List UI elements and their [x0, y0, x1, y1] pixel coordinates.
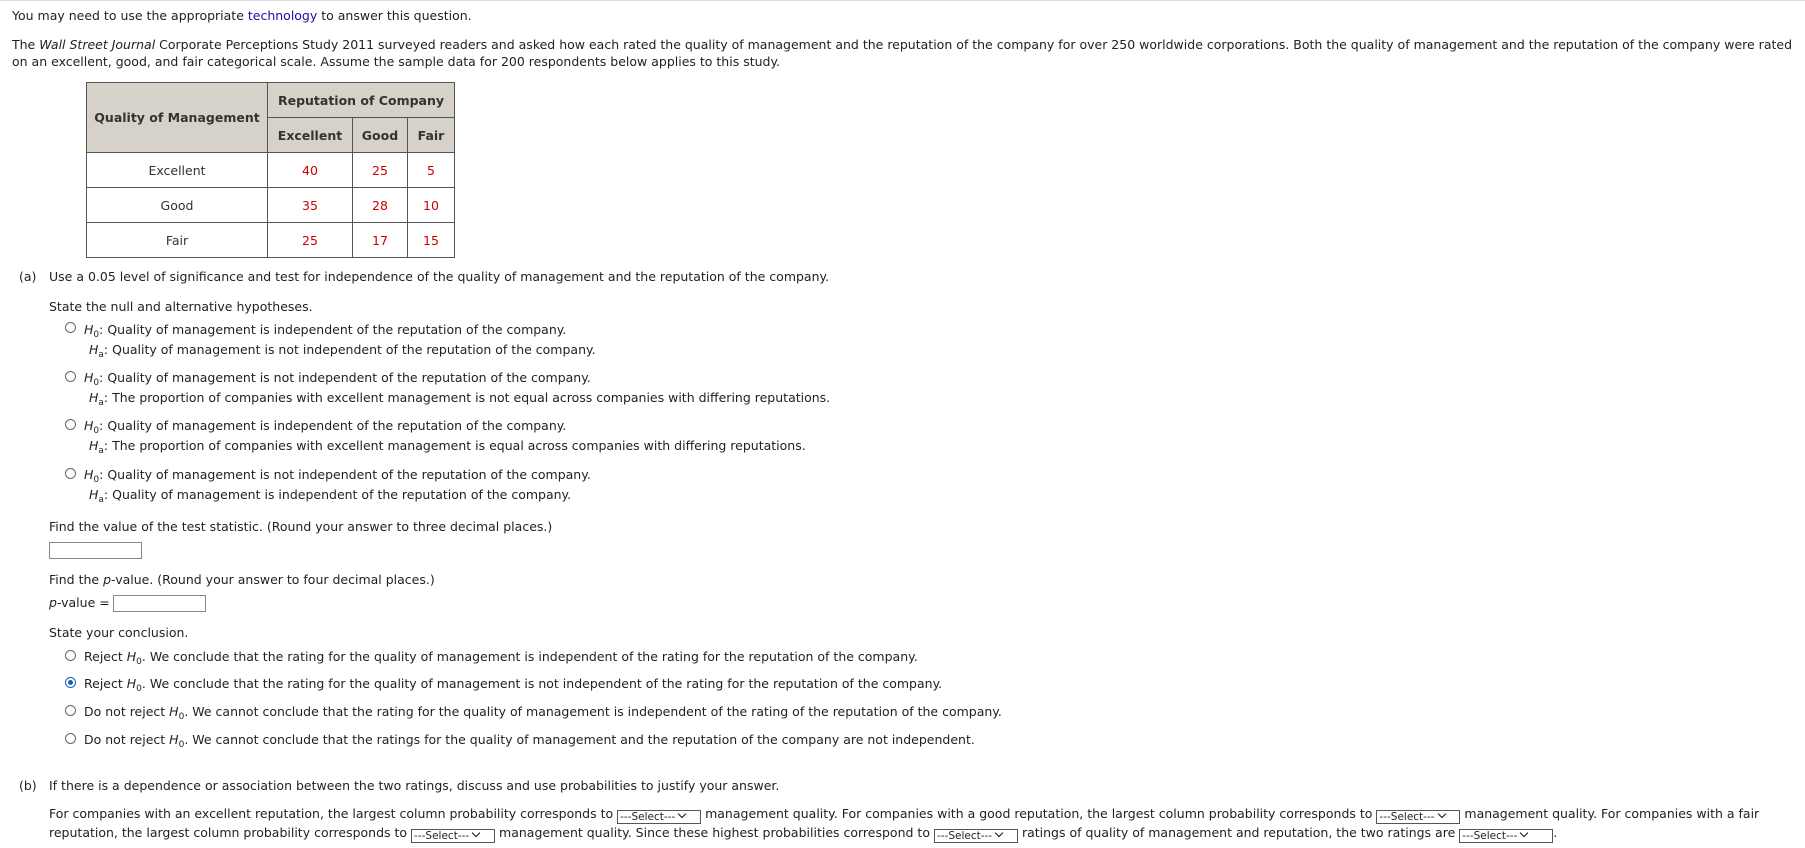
table-row	[87, 223, 455, 258]
conclusion-option-3: Do not reject $H_0$. We cannot conclude that the rating for the quality of management is independent of the rating of the reputation of the company.	[84, 704, 1002, 722]
ratings-relationship-select[interactable]	[1459, 829, 1553, 843]
conclusion-option-1: Reject $H_0$. We conclude that the rating for the quality of management is independent of the rating for the reputation of the company.	[84, 649, 918, 667]
p-value-input[interactable]	[113, 595, 206, 612]
answer-text: management quality. Since these highest probabilities correspond to	[499, 825, 930, 840]
row-label: Fair	[87, 223, 268, 258]
answer-text-end: .	[1553, 825, 1558, 840]
conclusion-option-3-radio[interactable]	[65, 705, 76, 716]
answer-text: For companies with an excellent reputation, the largest column probability corresponds to	[49, 806, 614, 821]
hypothesis-option-3-radio[interactable]	[65, 419, 76, 430]
select-value: ---Select---	[936, 830, 993, 842]
conclusion-text: We cannot conclude that the ratings for the quality of management and the reputation of the company are not independent.	[192, 732, 975, 747]
chevron-down-icon	[995, 829, 1003, 837]
select-value: ---Select---	[1379, 811, 1435, 823]
p-label-text: -value =	[56, 595, 110, 610]
ha-text: Quality of management is not independent of the reputation of the company.	[112, 342, 596, 357]
select-value: ---Select---	[414, 830, 470, 842]
column-header: Good	[353, 118, 408, 153]
column-group-header: Reputation of Company	[268, 83, 455, 118]
hypothesis-option-2-h0: $H_0$: Quality of management is not independent of the reputation of the company.	[84, 370, 591, 388]
conclusion-text: We conclude that the rating for the quality of management is independent of the rating for the reputation of the company.	[149, 649, 918, 664]
conclusion-prompt: State your conclusion.	[49, 625, 189, 640]
table-cell: 17	[353, 223, 408, 258]
column-header: Excellent	[268, 118, 353, 153]
conclusion-lead: Reject	[84, 649, 123, 664]
conclusion-lead: Do not reject	[84, 732, 166, 747]
highest-probability-select[interactable]	[934, 829, 1018, 843]
part-b-question: If there is a dependence or association between the two ratings, discuss and use probabilities to justify your answer.	[49, 778, 780, 793]
conclusion-text: We cannot conclude that the rating for the quality of management is independent of the rating of the reputation of the company.	[192, 704, 1002, 719]
intro-text: Corporate Perceptions Study 2011 surveyed readers and asked how each rated the quality of management and the reputation of the company for over 250 worldwide corporations. Both the quality of management and the reputation of the company were rated on an excellent, good, and fair categorical scale. Assume the sample data for 200 respondents below applies to this study.	[12, 37, 1793, 69]
chevron-down-icon	[1520, 829, 1528, 837]
table-row	[87, 153, 455, 188]
hypothesis-option-3-h0: $H_0$: Quality of management is independent of the reputation of the company.	[84, 418, 567, 436]
h0-text: Quality of management is independent of the reputation of the company.	[107, 322, 567, 337]
p-value-label	[49, 595, 110, 610]
p-prompt-start: Find the	[49, 572, 104, 587]
p-symbol: p	[49, 595, 57, 610]
table-cell: 25	[353, 153, 408, 188]
row-label: Excellent	[87, 153, 268, 188]
table-cell: 40	[268, 153, 353, 188]
ha-text: The proportion of companies with excellent management is equal across companies with differing reputations.	[112, 438, 806, 453]
problem-intro	[12, 36, 1797, 70]
conclusion-option-4: Do not reject $H_0$. We cannot conclude that the ratings for the quality of management and the reputation of the company are not independent.	[84, 732, 975, 750]
hypothesis-option-2-ha: $H_a$: The proportion of companies with excellent management is not equal across companies with differing reputations.	[89, 390, 831, 408]
excellent-reputation-select[interactable]	[617, 810, 701, 824]
conclusion-option-2: Reject $H_0$. We conclude that the rating for the quality of management is not independent of the rating for the reputation of the company.	[84, 676, 943, 694]
hypothesis-option-1-radio[interactable]	[65, 322, 76, 333]
conclusion-lead: Do not reject	[84, 704, 166, 719]
answer-text: management quality. For companies with a fair reputation, the largest column probability corresponds to	[49, 806, 1760, 840]
conclusion-lead: Reject	[84, 676, 123, 691]
h0-text: Quality of management is independent of the reputation of the company.	[107, 418, 567, 433]
conclusion-option-1-radio[interactable]	[65, 650, 76, 661]
h0-text: Quality of management is not independent of the reputation of the company.	[107, 370, 591, 385]
table-cell: 10	[408, 188, 455, 223]
ha-text: Quality of management is independent of the reputation of the company.	[112, 487, 572, 502]
journal-name: Wall Street Journal	[39, 37, 156, 52]
conclusion-text: We conclude that the rating for the quality of management is not independent of the rating for the reputation of the company.	[149, 676, 943, 691]
hypothesis-option-3-ha: $H_a$: The proportion of companies with excellent management is equal across companies with differing reputations.	[89, 438, 806, 456]
part-a-question: Use a 0.05 level of significance and test for independence of the quality of management and the reputation of the company.	[49, 269, 830, 284]
h0-text: Quality of management is not independent of the reputation of the company.	[107, 467, 591, 482]
conclusion-option-4-radio[interactable]	[65, 733, 76, 744]
ha-text: The proportion of companies with excellent management is not equal across companies with differing reputations.	[112, 390, 831, 405]
chevron-down-icon	[1437, 810, 1445, 818]
row-header: Quality of Management	[87, 83, 268, 153]
technology-link[interactable]: technology	[247, 8, 318, 23]
chevron-down-icon	[678, 810, 686, 818]
row-label: Good	[87, 188, 268, 223]
good-reputation-select[interactable]	[1376, 810, 1460, 824]
test-statistic-input[interactable]	[49, 542, 142, 559]
select-value: ---Select---	[1462, 830, 1518, 842]
p-prompt-end: -value. (Round your answer to four decimal places.)	[111, 572, 435, 587]
p-value-prompt	[49, 572, 435, 587]
technology-note	[12, 8, 472, 23]
note-text-end: to answer this question.	[317, 8, 472, 23]
hypothesis-option-4-h0: $H_0$: Quality of management is not independent of the reputation of the company.	[84, 467, 591, 485]
answer-text: ratings of quality of management and reputation, the two ratings are	[1021, 825, 1456, 840]
part-a-label: (a)	[19, 269, 37, 284]
hypothesis-option-1-ha: $H_a$: Quality of management is not independent of the reputation of the company.	[89, 342, 596, 360]
conclusion-option-2-radio[interactable]	[65, 677, 76, 688]
part-b-label: (b)	[19, 778, 37, 793]
part-b-answer	[49, 805, 1789, 843]
intro-text-start: The	[12, 37, 40, 52]
fair-reputation-select[interactable]	[411, 829, 495, 843]
test-statistic-prompt: Find the value of the test statistic. (Round your answer to three decimal places.)	[49, 519, 553, 534]
table-cell: 28	[353, 188, 408, 223]
table-cell: 35	[268, 188, 353, 223]
hypothesis-option-1-h0: $H_0$: Quality of management is independent of the reputation of the company.	[84, 322, 567, 340]
hypothesis-option-4-ha: $H_a$: Quality of management is independent of the reputation of the company.	[89, 487, 572, 505]
table-cell: 25	[268, 223, 353, 258]
table-cell: 15	[408, 223, 455, 258]
hypotheses-prompt: State the null and alternative hypotheses.	[49, 299, 313, 314]
column-header: Fair	[408, 118, 455, 153]
contingency-table	[86, 82, 455, 258]
select-value: ---Select---	[620, 811, 676, 823]
answer-text: management quality. For companies with a good reputation, the largest column probability corresponds to	[705, 806, 1373, 821]
p-symbol: p	[103, 572, 112, 587]
hypothesis-option-4-radio[interactable]	[65, 468, 76, 479]
hypothesis-option-2-radio[interactable]	[65, 371, 76, 382]
table-cell: 5	[408, 153, 455, 188]
note-text: You may need to use the appropriate	[12, 8, 248, 23]
chevron-down-icon	[472, 829, 480, 837]
table-row	[87, 188, 455, 223]
top-divider	[0, 0, 1805, 1]
